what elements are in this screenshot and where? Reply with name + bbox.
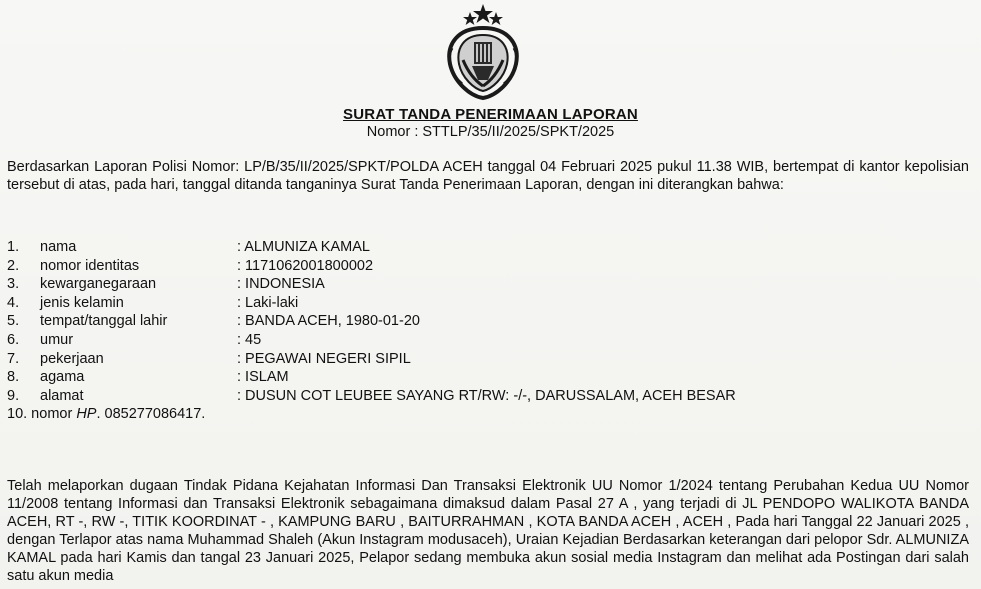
field-value: : 1171062001800002	[237, 257, 374, 274]
field-value: : ISLAM	[237, 369, 289, 386]
list-item: 3. kewarganegaraan : INDONESIA	[7, 276, 325, 293]
report-paragraph: Telah melaporkan dugaan Tindak Pidana Kejahatan Informasi Dan Transaksi Elektronik UU Nomor 1/2024 tentang Perubahan Kedua UU Nomor 11/2008 tentang Informasi dan Transaksi Elektronik sebagaimana dimaksud dalam Pasal 27 A , yang terjadi di JL PENDOPO WALIKOTA BANDA ACEH, RT -, RW -, TITIK KOORDINAT - , KAMPUNG BARU , BAITURRAHMAN , KOTA BANDA ACEH , ACEH , Pada hari Tanggal 22 Januari 2025 , dengan Terlapor atas nama Muhammad Shaleh (Akun Instagram modusaceh), Uraian Kejadian Berdasarkan keterangan dari pelopor Sdr. ALMUNIZA KAMAL pada hari Kamis dan tangal 23 Januari 2025, Pelapor sedang membuka akun sosial media Instagram dan melihat ada Postingan dari salah satu akun media	[7, 478, 969, 584]
document-number: Nomor : STTLP/35/II/2025/SPKT/2025	[366, 124, 615, 140]
list-item-phone: 10. nomor HP. 085277086417.	[7, 406, 206, 423]
list-item: 4. jenis kelamin : Laki-laki	[7, 294, 299, 311]
field-value: : BANDA ACEH, 1980-01-20	[237, 313, 420, 330]
field-label: nama	[40, 239, 77, 255]
field-value: : 45	[237, 331, 262, 348]
field-label: nomor identitas	[40, 257, 140, 274]
field-label: pekerjaan	[40, 350, 104, 367]
field-label: umur	[40, 331, 74, 348]
list-item: 6. umur : 45	[7, 331, 262, 348]
list-item: 8. agama : ISLAM	[7, 369, 289, 386]
police-emblem-icon	[428, 2, 538, 102]
field-label: alamat	[40, 387, 84, 404]
field-value: : Laki-laki	[237, 294, 299, 311]
list-item: 5. tempat/tanggal lahir : BANDA ACEH, 1980-01-20	[7, 313, 420, 330]
intro-paragraph: Berdasarkan Laporan Polisi Nomor: LP/B/35/II/2025/SPKT/POLDA ACEH tanggal 04 Februari 2025 pukul 11.38 WIB, bertempat di kantor kepolisian tersebut di atas, pada hari, tanggal ditanda tanganinya Surat Tanda Penerimaan Laporan, dengan ini diterangkan bahwa:	[7, 159, 969, 193]
field-value: : INDONESIA	[237, 276, 325, 293]
field-value: : DUSUN COT LEUBEE SAYANG RT/RW: -/-, DARUSSALAM, ACEH BESAR	[237, 387, 736, 404]
field-label: kewarganegaraan	[40, 276, 157, 293]
field-label: tempat/tanggal lahir	[40, 313, 168, 330]
list-item: 2. nomor identitas : 1171062001800002	[7, 257, 374, 274]
list-item: 1. nama : ALMUNIZA KAMAL	[7, 239, 370, 255]
reporter-identity-list	[7, 238, 969, 424]
field-label: agama	[40, 369, 85, 386]
field-label: jenis kelamin	[40, 294, 124, 311]
list-item: 9. alamat : DUSUN COT LEUBEE SAYANG RT/RW: -/-, DARUSSALAM, ACEH BESAR	[7, 387, 736, 404]
list-item: 7. pekerjaan : PEGAWAI NEGERI SIPIL	[7, 350, 411, 367]
document-title: SURAT TANDA PENERIMAAN LAPORAN	[343, 106, 638, 123]
field-value: : PEGAWAI NEGERI SIPIL	[237, 350, 411, 367]
field-value: : ALMUNIZA KAMAL	[237, 239, 370, 255]
